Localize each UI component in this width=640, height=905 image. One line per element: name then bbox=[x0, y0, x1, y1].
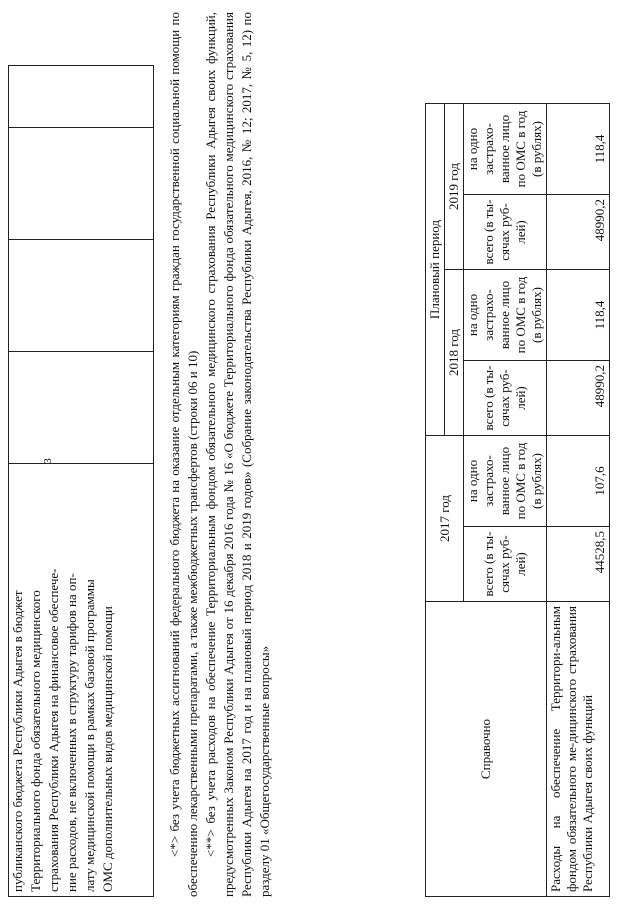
continued-table-text-cell bbox=[9, 464, 154, 897]
header-reference: Справочно bbox=[426, 602, 547, 897]
header-total: всего (в ты-сячах руб-лей) bbox=[464, 361, 547, 436]
value-per-2019: 118,4 bbox=[547, 104, 610, 195]
footnote-fund-expenses: <**> без учета расходов на обеспечение Территориальным фондом обязательного медицинского страхования Республики Адыгея своих функций, предусмотренных Законом Республики Адыгея от 16 декабря 2016 года № 16 «О бюджете Территориального фонда обязательного медицинского страхования Республики Адыгея на 2017 год и на плановый период 2018 и 2019 годов» (Собрание законодательства Республики Адыгея, 2016, № 12; 2017, № 5, 12) по разделу 01 «Общегосударственные вопросы» bbox=[203, 12, 272, 897]
row-label: Расходы на обеспечение Территори-альным фондом обязательного ме-дицинского страхования Республики Адыгея своих функций bbox=[547, 602, 610, 897]
header-planned-period: Плановый период bbox=[426, 104, 445, 436]
continued-text-line: публиканского бюджета Республики Адыгея в бюджет bbox=[10, 590, 25, 892]
header-2017: 2017 год bbox=[426, 436, 464, 602]
empty-value-cell bbox=[9, 352, 154, 464]
header-per-insured: на одно застрахо-ванное лицо по ОМС в год (в рублях) bbox=[464, 270, 547, 361]
footnote-federal: <*> без учета бюджетных ассигнований федерального бюджета на оказание отдельным категориям граждан государственной социальной помощи по обеспечению лекарственными препаратами, а также межбюджетных трансфертов (строки 06 и 10) bbox=[167, 12, 200, 897]
header-total: всего (в ты-сячах руб-лей) bbox=[464, 527, 547, 602]
continued-text-line: Территориального фонда обязательного медицинского bbox=[28, 590, 43, 892]
header-2019: 2019 год bbox=[445, 104, 464, 270]
header-per-insured: на одно застрахо-ванное лицо по ОМС в год (в рублях) bbox=[464, 104, 547, 195]
page-number: 3 bbox=[41, 458, 54, 464]
header-total: всего (в ты-сячах руб-лей) bbox=[464, 195, 547, 270]
continued-text-line: страхования Республики Адыгея на финансовое обеспече- bbox=[46, 568, 61, 892]
fund-expenses-table bbox=[425, 103, 610, 897]
empty-value-cell bbox=[9, 240, 154, 352]
value-total-2017: 44528,5 bbox=[547, 527, 610, 602]
value-total-2018: 48990,2 bbox=[547, 361, 610, 436]
value-per-2018: 118,4 bbox=[547, 270, 610, 361]
continued-text-line: ние расходов, не включенных в структуру тарифов на оп- bbox=[64, 573, 79, 892]
continued-text-line: лату медицинской помощи в рамках базовой программы bbox=[82, 579, 97, 892]
value-total-2019: 48990,2 bbox=[547, 195, 610, 270]
footnotes bbox=[166, 12, 274, 897]
table-row bbox=[547, 104, 610, 897]
header-2018: 2018 год bbox=[445, 270, 464, 436]
continued-text-line: ОМС дополнительных видов медицинской помощи bbox=[100, 606, 115, 892]
continued-table bbox=[8, 65, 154, 897]
header-per-insured: на одно застрахо-ванное лицо по ОМС в год (в рублях) bbox=[464, 436, 547, 527]
empty-value-cell bbox=[9, 66, 154, 128]
empty-value-cell bbox=[9, 128, 154, 240]
value-per-2017: 107,6 bbox=[547, 436, 610, 527]
